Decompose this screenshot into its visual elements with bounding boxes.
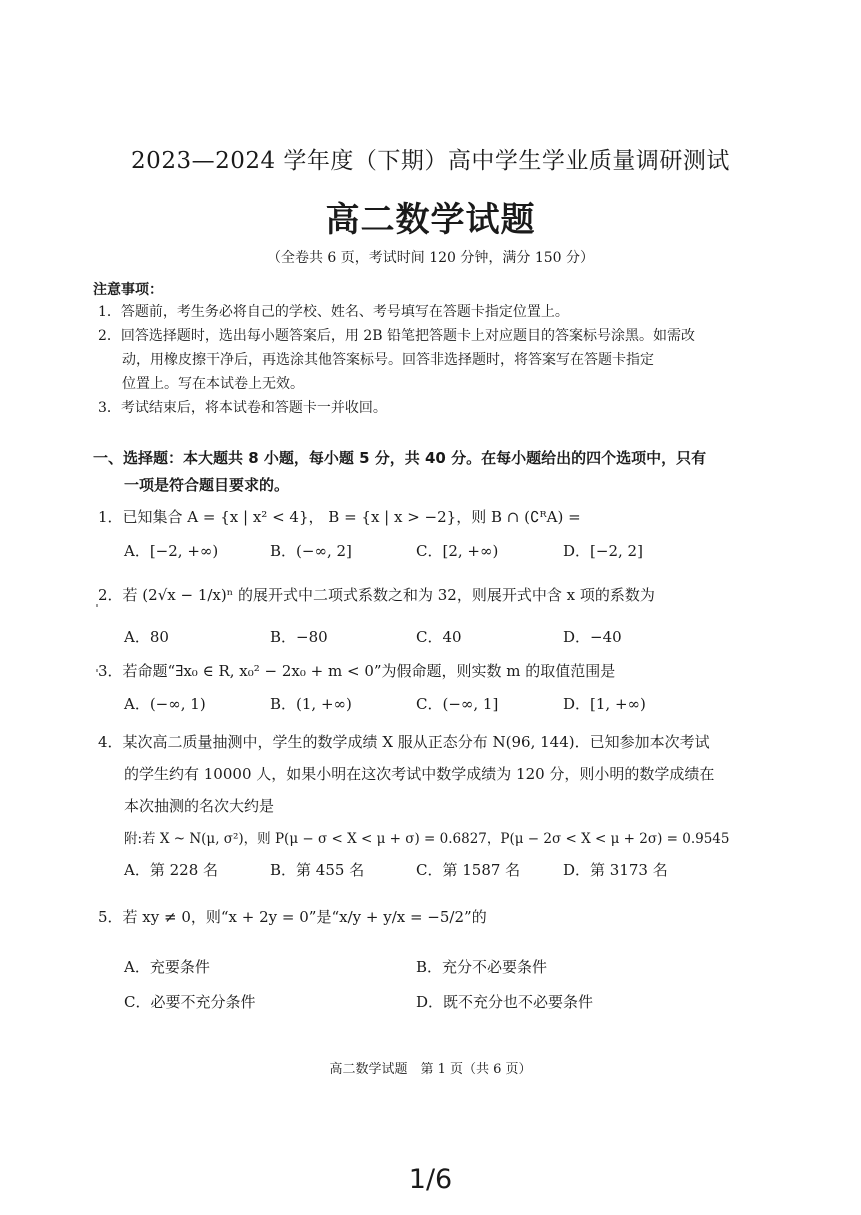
- subject-title: 高二数学试题: [325, 200, 536, 240]
- q4-option-a: A．第 228 名: [124, 861, 218, 879]
- question-4-appendix: 附:若 X ~ N(μ, σ²)，则 P(μ − σ < X < μ + σ) = 0.6827，P(μ − 2σ < X < μ + 2σ) = 0.9545: [124, 831, 730, 847]
- question-4-stem-line-3: 本次抽测的名次大约是: [124, 797, 275, 815]
- question-5-stem: 5．若 xy ≠ 0，则“x + 2y = 0”是“x/y + y/x = −5/2”的: [98, 908, 487, 926]
- q3-option-d: D．[1, +∞): [563, 695, 646, 713]
- note-item-2-cont: 动，用橡皮擦干净后，再选涂其他答案标号。回答非选择题时，将答案写在答题卡指定: [122, 352, 654, 368]
- q5-option-b: B．充分不必要条件: [416, 958, 548, 976]
- question-2-stem: 2．若 (2√x − 1/x)ⁿ 的展开式中二项式系数之和为 32，则展开式中含 x 项的系数为: [98, 586, 655, 604]
- q1-option-b: B．(−∞, 2]: [270, 542, 352, 560]
- q1-option-d: D．[−2, 2]: [563, 542, 643, 560]
- page-indicator: 1/6: [408, 1164, 453, 1195]
- q2-option-d: D．−40: [563, 628, 622, 646]
- section1-heading: 一、选择题：本大题共 8 小题，每小题 5 分，共 40 分。在每小题给出的四个选项中，只有: [93, 449, 707, 467]
- q4-option-b: B．第 455 名: [270, 861, 365, 879]
- question-4-stem-line-2: 的学生约有 10000 人，如果小明在这次考试中数学成绩为 120 分，则小明的数学成绩在: [124, 765, 715, 783]
- q1-option-a: A．[−2, +∞): [124, 542, 219, 560]
- q5-option-a: A．充要条件: [124, 958, 210, 976]
- exam-title: 2023—2024 学年度（下期）高中学生学业质量调研测试: [131, 148, 730, 174]
- note-item-2: 2．回答选择题时，选出每小题答案后，用 2B 铅笔把答题卡上对应题目的答案标号涂黑。如需改: [98, 328, 696, 344]
- question-3-stem: 3．若命题“∃x₀ ∈ R, x₀² − 2x₀ + m < 0”为假命题，则实数 m 的取值范围是: [98, 662, 616, 680]
- q4-option-c: C．第 1587 名: [416, 861, 521, 879]
- q3-option-b: B．(1, +∞): [270, 695, 352, 713]
- q1-option-c: C．[2, +∞): [416, 542, 499, 560]
- q5-option-d: D．既不充分也不必要条件: [416, 993, 594, 1011]
- question-4-stem-line-1: 4．某次高二质量抽测中，学生的数学成绩 X 服从正态分布 N(96, 144)．已知参加本次考试: [98, 733, 710, 751]
- note-item-2-cont2: 位置上。写在本试卷上无效。: [122, 376, 304, 392]
- exam-info: （全卷共 6 页，考试时间 120 分钟，满分 150 分）: [266, 250, 595, 266]
- question-1-stem: 1．已知集合 A = {x | x² < 4}， B = {x | x > −2}，则 B ∩ (∁ᴿA) =: [98, 508, 581, 526]
- note-item-1: 1．答题前，考生务必将自己的学校、姓名、考号填写在答题卡指定位置上。: [98, 304, 569, 320]
- q3-option-c: C．(−∞, 1]: [416, 695, 499, 713]
- q4-option-d: D．第 3173 名: [563, 861, 668, 879]
- page-footer: 高二数学试题 第 1 页（共 6 页）: [329, 1062, 532, 1077]
- q2-option-a: A．80: [124, 628, 169, 646]
- section1-heading-cont: 一项是符合题目要求的。: [124, 476, 290, 494]
- q2-option-b: B．−80: [270, 628, 328, 646]
- q2-option-c: C．40: [416, 628, 462, 646]
- note-item-3: 3．考试结束后，将本试卷和答题卡一并收回。: [98, 400, 387, 416]
- notes-heading: 注意事项：: [93, 282, 163, 298]
- q3-option-a: A．(−∞, 1): [124, 695, 206, 713]
- q5-option-c: C．必要不充分条件: [124, 993, 256, 1011]
